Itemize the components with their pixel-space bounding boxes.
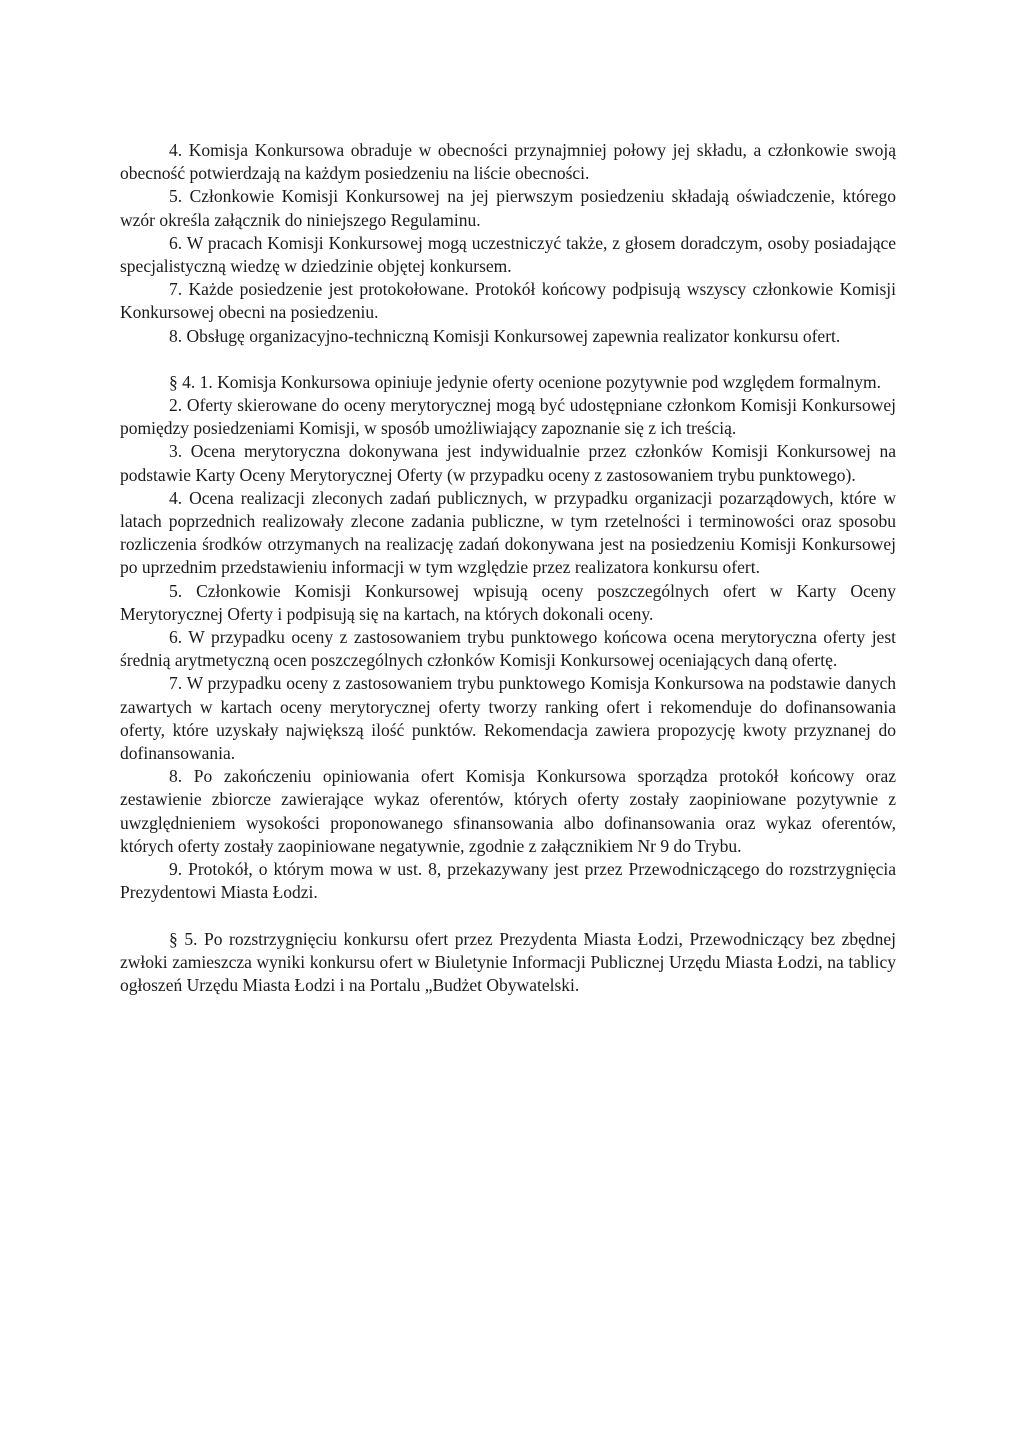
paragraph-3-7: 7. Każde posiedzenie jest protokołowane. Protokół końcowy podpisują wszyscy członkowie Komisji Konkursowej obecni na posiedzeniu. (120, 279, 896, 323)
section-gap (120, 348, 896, 371)
paragraph-3-5: 5. Członkowie Komisji Konkursowej na jej pierwszym posiedzeniu składają oświadczenie, którego wzór określa załącznik do niniejszego Regulaminu. (120, 186, 896, 230)
paragraph-3-6: 6. W pracach Komisji Konkursowej mogą uczestniczyć także, z głosem doradczym, osoby posiadające specjalistyczną wiedzę w dziedzinie objętej konkursem. (120, 232, 896, 277)
paragraph-5: § 5. Po rozstrzygnięciu konkursu ofert przez Prezydenta Miasta Łodzi, Przewodniczący bez zbędnej zwłoki zamieszcza wyniki konkursu ofert w Biuletynie Informacji Publicznej Urzędu Miasta Łodzi, na tablicy ogłoszeń Urzędu Miasta Łodzi i na Portalu „Budżet Obywatelski. (120, 928, 896, 995)
paragraph-4-5: 5. Członkowie Komisji Konkursowej wpisują oceny poszczególnych ofert w Karty Oceny Merytorycznej Oferty i podpisują się na kartach, na których dokonali oceny. (120, 580, 896, 624)
paragraph-4-3: 3. Ocena merytoryczna dokonywana jest indywidualnie przez członków Komisji Konkursowej na podstawie Karty Oceny Merytorycznej Oferty (w przypadku oceny z zastosowaniem trybu punktowego). (120, 441, 896, 485)
section-gap (120, 905, 896, 928)
paragraph-3-4: 4. Komisja Konkursowa obraduje w obecności przynajmniej połowy jej składu, a członkowie swoją obecność potwierdzają na każdym posiedzeniu na liście obecności. (120, 140, 896, 184)
paragraph-4-6: 6. W przypadku oceny z zastosowaniem trybu punktowego końcowa ocena merytoryczna oferty jest średnią arytmetyczną ocen poszczególnych członków Komisji Konkursowej oceniających daną ofertę. (120, 627, 896, 671)
paragraph-4-8: 8. Po zakończeniu opiniowania ofert Komisja Konkursowa sporządza protokół końcowy oraz zestawienie zbiorcze zawierające wykaz oferentów, których oferty zostały zaopiniowane pozytywnie z uwzględnieniem wysokości proponowanego sfinansowania albo dofinansowania oraz wykaz oferentów, których oferty zostały zaopiniowane negatywnie, zgodnie z załącznikiem Nr 9 do Trybu. (120, 766, 896, 856)
section-3-tail (120, 139, 896, 348)
paragraph-4-7: 7. W przypadku oceny z zastosowaniem trybu punktowego Komisja Konkursowa na podstawie danych zawartych w kartach oceny merytorycznej oferty tworzy ranking ofert i rekomenduje do dofinansowania oferty, które uzyskały największą ilość punktów. Rekomendacja zawiera propozycję kwoty przyznanej do dofinansowania. (120, 673, 896, 764)
section-4 (120, 371, 896, 905)
section-5 (120, 928, 896, 998)
paragraph-4-2: 2. Oferty skierowane do oceny merytorycznej mogą być udostępniane członkom Komisji Konkursowej pomiędzy posiedzeniami Komisji, w sposób umożliwiający zapoznanie się z ich treścią. (120, 395, 896, 439)
paragraph-3-8: 8. Obsługę organizacyjno-techniczną Komisji Konkursowej zapewnia realizator konkursu ofert. (169, 325, 841, 346)
paragraph-4-9: 9. Protokół, o którym mowa w ust. 8, przekazywany jest przez Przewodniczącego do rozstrzygnięcia Prezydentowi Miasta Łodzi. (120, 859, 896, 903)
paragraph-4-1: § 4. 1. Komisja Konkursowa opiniuje jedynie oferty ocenione pozytywnie pod względem formalnym. (169, 371, 881, 392)
paragraph-4-4: 4. Ocena realizacji zleconych zadań publicznych, w przypadku organizacji pozarządowych, które w latach poprzednich realizowały zlecone zadania publiczne, w tym rzetelności i terminowości oraz sposobu rozliczenia środków otrzymanych na realizację zadań dokonywana jest na posiedzeniu Komisji Konkursowej po uprzednim przedstawieniu informacji w tym względzie przez realizatora konkursu ofert. (120, 487, 896, 578)
document-page (120, 139, 896, 997)
